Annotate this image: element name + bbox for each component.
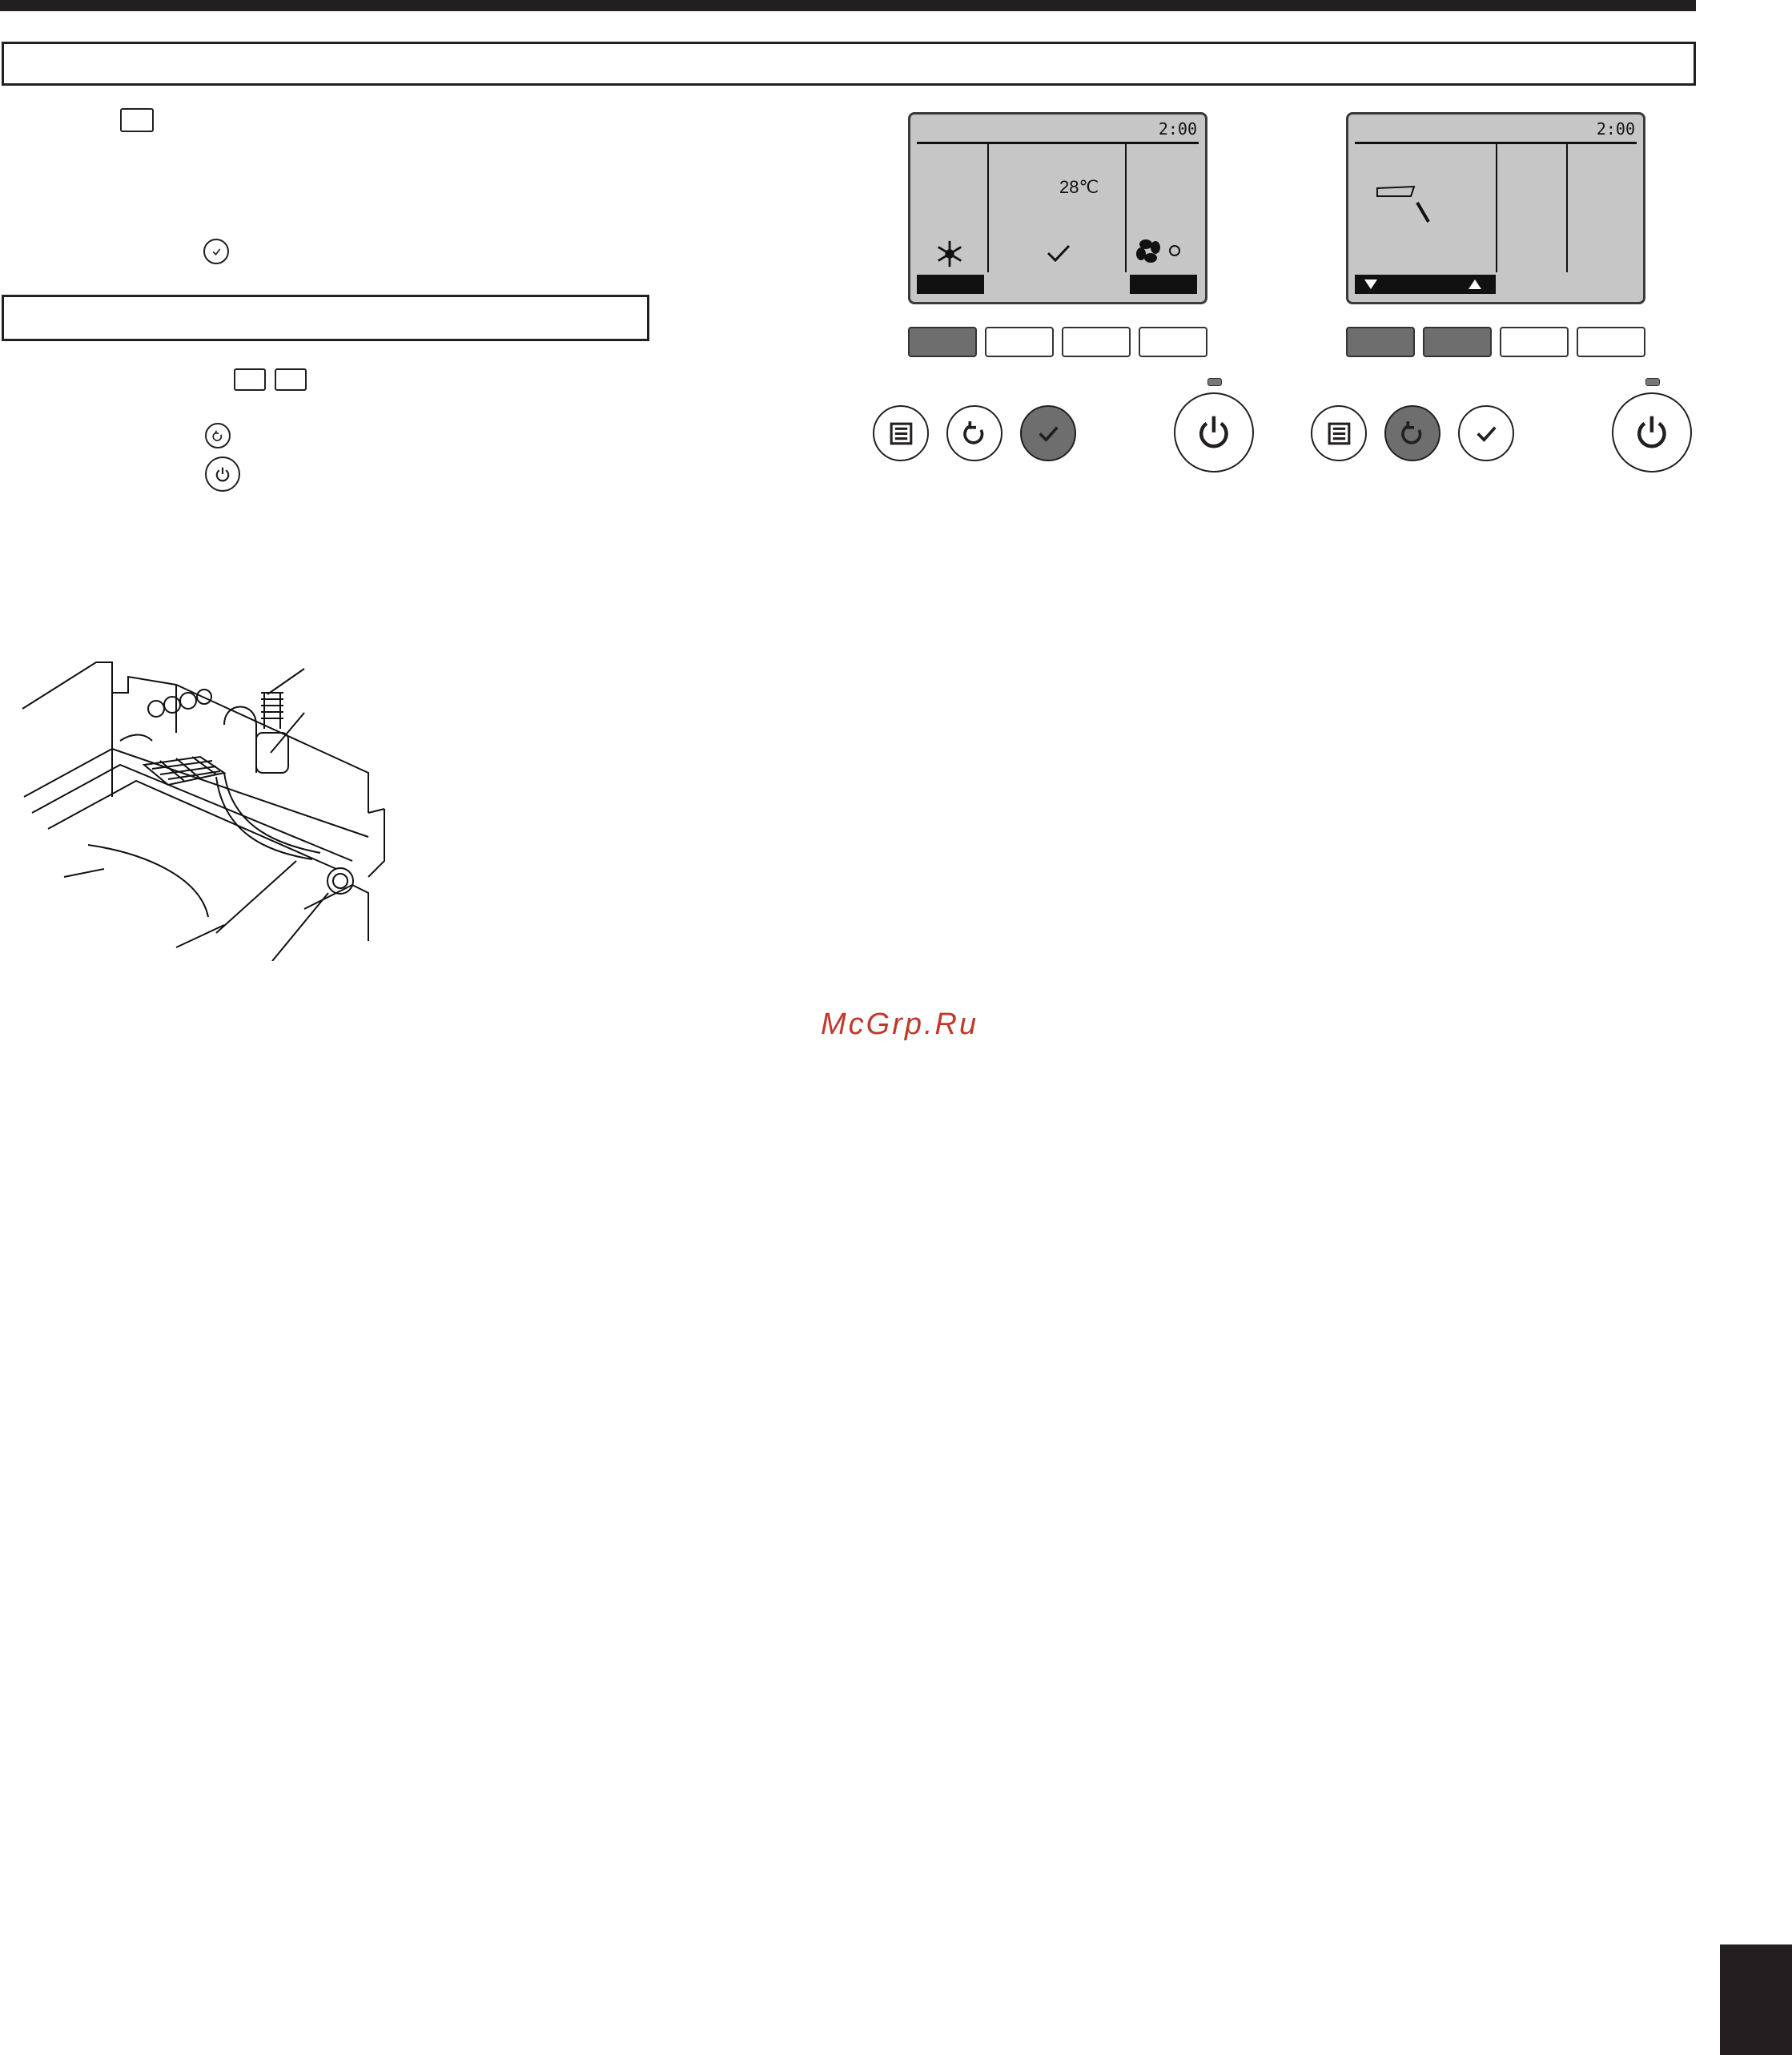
- function-key-glyph-1: [234, 368, 266, 391]
- watermark: McGrp.Ru: [821, 1007, 979, 1041]
- return-arrow-icon: [211, 429, 225, 443]
- function-key-glyph: [120, 108, 154, 132]
- function-key-glyph-2: [275, 368, 307, 391]
- lcd-column-line: [1496, 144, 1497, 272]
- remote-a-f3-key[interactable]: [1062, 327, 1131, 357]
- clock: 2:00: [1158, 119, 1197, 139]
- set-temperature: 28℃: [1059, 177, 1099, 197]
- checkmark-circle-icon: [210, 245, 223, 259]
- remote-b-f3-key[interactable]: [1500, 327, 1569, 357]
- clock: 2:00: [1596, 119, 1635, 139]
- top-rule: [0, 0, 1696, 11]
- vane-icon: [1376, 185, 1440, 233]
- remote-a-select-button[interactable]: [1020, 405, 1076, 461]
- remote-a-f4-key[interactable]: [1139, 327, 1207, 357]
- remote-a-on-off-button[interactable]: [1174, 392, 1254, 473]
- checkmark-icon: [1045, 241, 1072, 265]
- return-arrow-icon: [1398, 419, 1428, 448]
- return-arrow-icon: [960, 419, 990, 448]
- remote-a-status-led: [1207, 378, 1222, 386]
- remote-b-f4-key[interactable]: [1577, 327, 1645, 357]
- down-arrow-icon: [1363, 278, 1379, 291]
- remote-a-f1-key[interactable]: [908, 327, 977, 357]
- power-icon: [1630, 411, 1673, 454]
- remote-b-f2-key[interactable]: [1423, 327, 1492, 357]
- remote-a-lcd: [908, 112, 1207, 304]
- fan-icon: [1135, 236, 1186, 267]
- remote-b-menu-button[interactable]: [1311, 405, 1367, 461]
- page-corner-tab: [1720, 1944, 1792, 2055]
- power-icon: [1192, 411, 1236, 454]
- lcd-column-line: [1125, 144, 1127, 272]
- menu-list-icon: [1324, 419, 1354, 448]
- menu-list-icon: [886, 419, 916, 448]
- remote-b-on-off-button[interactable]: [1612, 392, 1692, 473]
- lcd-column-line: [987, 144, 989, 272]
- return-button-glyph: [205, 423, 231, 448]
- remote-a-return-button[interactable]: [946, 405, 1002, 461]
- up-arrow-icon: [1467, 278, 1483, 291]
- remote-b-status-led: [1645, 378, 1660, 386]
- snowflake-icon: [934, 239, 965, 269]
- remote-a-menu-button[interactable]: [873, 405, 929, 461]
- remote-a-f2-key[interactable]: [985, 327, 1054, 357]
- remote-b-select-button[interactable]: [1458, 405, 1514, 461]
- checkmark-icon: [1034, 419, 1063, 448]
- remote-b-f1-key[interactable]: [1346, 327, 1415, 357]
- f1-label-block: [917, 275, 984, 294]
- on-off-button-glyph: [205, 456, 240, 492]
- power-icon: [213, 464, 232, 484]
- remote-b-lcd: [1346, 112, 1645, 304]
- f4-label-block: [1130, 275, 1197, 294]
- section-heading-box-2: [2, 295, 649, 341]
- remote-b-return-button[interactable]: [1384, 405, 1440, 461]
- select-button-glyph: [203, 239, 229, 264]
- drain-check-illustration: [16, 653, 400, 961]
- section-heading-box: [2, 42, 1696, 86]
- lcd-column-line: [1566, 144, 1568, 272]
- checkmark-icon: [1472, 419, 1501, 448]
- lcd-divider: [917, 142, 1199, 144]
